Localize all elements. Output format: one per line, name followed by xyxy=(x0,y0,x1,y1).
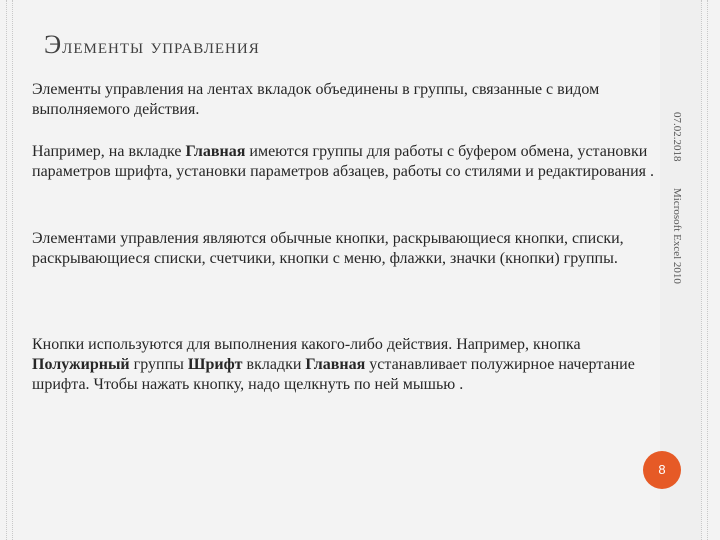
slide-number-badge: 8 xyxy=(643,451,681,489)
bold-run: Главная xyxy=(185,143,246,160)
bold-run: Шрифт xyxy=(187,356,243,373)
text-run: группы xyxy=(129,356,188,373)
footer-date: 07.02.2018 xyxy=(671,112,683,162)
text-run: Кнопки используются для выполнения какого-либо действия. Например, кнопка xyxy=(32,336,581,353)
paragraph-control-types: Элементами управления являются обычные кнопки, раскрывающиеся кнопки, списки, раскрывающиеся списки, счетчики, кнопки с меню, флажки, значки (кнопки) группы. xyxy=(32,230,624,267)
frame-line-left-outer xyxy=(6,0,7,540)
frame-line-right-outer xyxy=(707,0,708,540)
bold-run: Главная xyxy=(305,356,366,373)
text-run: устанавливает полужирное начертание шрифта. Чтобы нажать кнопку, надо щелкнуть по ней мышью . xyxy=(32,356,635,393)
paragraph-buttons xyxy=(32,335,662,395)
slide-title-initial: Э xyxy=(44,30,63,59)
text-run: имеются группы для работы с буфером обмена, установки параметров шрифта, установки параметров абзацев, работы со стилями и редактирования . xyxy=(32,143,655,180)
slide-title xyxy=(44,30,260,60)
paragraph-groups: Элементы управления на лентах вкладок объединены в группы, связанные с видом выполняемого действия. xyxy=(32,81,600,118)
slide-title-rest: лементы управления xyxy=(62,33,260,58)
text-run: вкладки xyxy=(242,356,306,373)
footer-title: Microsoft Excel 2010 xyxy=(671,188,683,284)
frame-line-left-inner xyxy=(12,0,13,540)
bold-run: Полужирный xyxy=(32,356,130,373)
text-run: Например, на вкладке xyxy=(32,143,186,160)
frame-line-right-inner xyxy=(701,0,702,540)
paragraph-home-tab xyxy=(32,142,662,182)
